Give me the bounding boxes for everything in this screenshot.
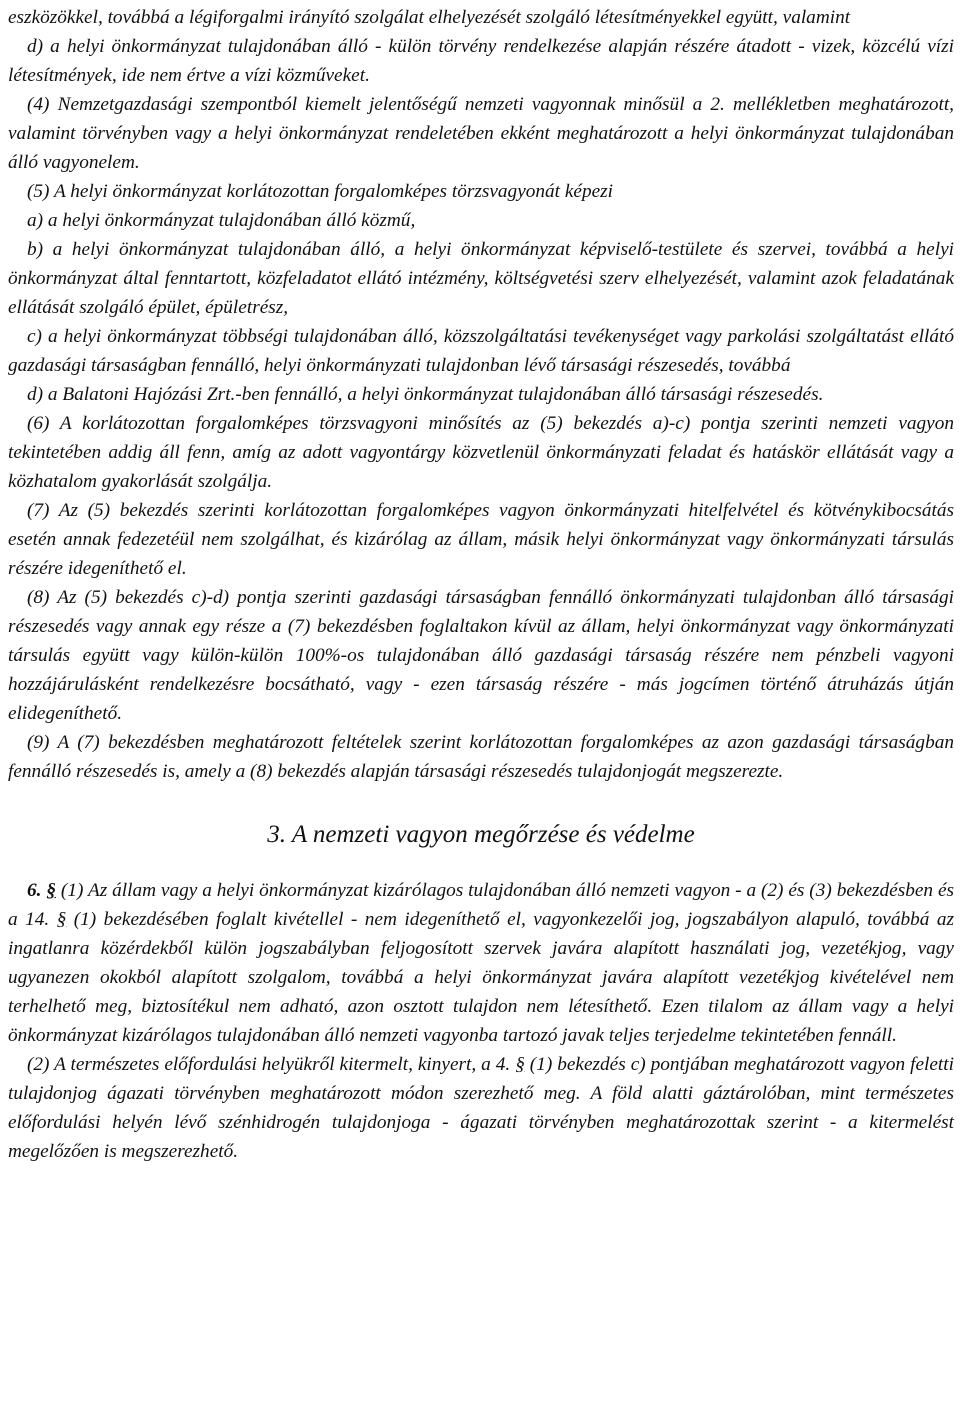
paragraph-3d: d) a helyi önkormányzat tulajdonában álló - külön törvény rendelkezése alapján részére átadott - vizek, közcélú vízi létesítmények, ide nem értve a vízi közműveket. [8, 36, 954, 86]
paragraph-5: (5) A helyi önkormányzat korlátozottan forgalomképes törzsvagyonát képezi [27, 181, 614, 202]
paragraph-sign-link[interactable]: § [46, 880, 57, 901]
paragraph-6: (6) A korlátozottan forgalomképes törzsvagyoni minősítés az (5) bekezdés a)-c) pontja szerinti nemzeti vagyon tekintetében addig áll fenn, amíg az adott vagyontárgy közvetlenül önkormányzati feladat és hatáskör ellátását vagy a közhatalom gyakorlását szolgálja. [8, 413, 954, 492]
section-6-text-part1: (1) Az állam vagy a helyi önkormányzat kizárólagos tulajdonában álló nemzeti vagyon - a (2) és (3) bekezdésben és a 14. [8, 880, 955, 930]
section-6-paragraph-1 [8, 876, 954, 1050]
paragraph-7: (7) Az (5) bekezdés szerinti korlátozottan forgalomképes vagyon önkormányzati hitelfelvétel és kötvénykibocsátás esetén annak fedezetéül nem szolgálhat, és kizárólag az állam, másik helyi önkormányzat vagy önkormányzati társulás részére idegeníthető el. [8, 500, 954, 579]
section-6-paragraph-2 [8, 1050, 954, 1166]
section-6-p2-part1: (2) A természetes előfordulási helyükről kitermelt, kinyert, a 4. [27, 1054, 516, 1075]
paragraph-9: (9) A (7) bekezdésben meghatározott feltételek szerint korlátozottan forgalomképes az azon gazdasági társaságban fennálló részesedés is, amely a (8) bekezdés alapján társasági részesedés tulajdonjogát megszerezte. [8, 732, 954, 782]
paragraph-8: (8) Az (5) bekezdés c)-d) pontja szerinti gazdasági társaságban fennálló önkormányzati tulajdonban álló társasági részesedés vagy annak egy része a (7) bekezdésben foglaltakon kívül az állam, helyi önkormányzat vagy önkormányzati társulás együtt vagy külön-külön 100%-os tulajdonában álló gazdasági társaság részére nem pénzbeli vagyoni hozzájárulásként rendelkezésre bocsátható, vagy - ezen társaság részére - más jogcímen történő átruházás útján elidegeníthető. [8, 587, 954, 724]
paragraph-continuation: eszközökkel, továbbá a légiforgalmi irányító szolgálat elhelyezését szolgáló létesítményekkel együtt, valamint [8, 7, 851, 28]
paragraph-sign-link[interactable]: § [515, 1054, 525, 1075]
paragraph-5a: a) a helyi önkormányzat tulajdonában álló közmű, [27, 210, 416, 231]
section-number: 6. [27, 880, 42, 901]
paragraph-5d: d) a Balatoni Hajózási Zrt.-ben fennálló, a helyi önkormányzat tulajdonában álló társasági részesedés. [27, 384, 824, 405]
section-6-text-part2: (1) bekezdésében foglalt kivétellel - nem idegeníthető el, vagyonkezelői jog, jogszabályon alapuló, továbbá az ingatlanra közérdekből külön jogszabályban feljogosított szervek javára alapított használati jog, vezetékjog, vagy ugyanezen okokból alapított szolgalom, továbbá a helyi önkormányzat javára alapított vezetékjog kivételével nem terhelhető meg, biztosítékul nem adható, azon osztott tulajdon nem létesíthető. Ezen tilalom az állam vagy a helyi önkormányzat kizárólagos tulajdonában álló nemzeti vagyonba tartozó javak teljes terjedelme tekintetében fennáll. [8, 909, 954, 1046]
paragraph-5c: c) a helyi önkormányzat többségi tulajdonában álló, közszolgáltatási tevékenységet vagy parkolási szolgáltatást ellátó gazdasági társaságban fennálló, helyi önkormányzati tulajdonban lévő társasági részesedés, továbbá [8, 326, 954, 376]
paragraph-4: (4) Nemzetgazdasági szempontból kiemelt jelentőségű nemzeti vagyonnak minősül a 2. mellékletben meghatározott, valamint törvényben vagy a helyi önkormányzat rendeletében ekként meghatározott a helyi önkormányzat tulajdonában álló vagyonelem. [8, 94, 954, 173]
paragraph-sign-link[interactable]: § [56, 909, 67, 930]
section-6-p2-part2: (1) bekezdés c) pontjában meghatározott vagyon feletti tulajdonjog ágazati törvényben meghatározott módon szerezhető meg. A föld alatti gáztárolóban, mint természetes előfordulási helyén lévő szénhidrogén tulajdonjoga - ágazati törvényben meghatározottak szerint - a kitermelést megelőzően is megszerezhető. [8, 1054, 954, 1162]
paragraph-5b: b) a helyi önkormányzat tulajdonában álló, a helyi önkormányzat képviselő-testülete és szervei, továbbá a helyi önkormányzat által fenntartott, közfeladatot ellátó intézmény, költségvetési szerv elhelyezését, valamint azok feladatának ellátását szolgáló épület, épületrész, [8, 239, 954, 318]
section-heading: 3. A nemzeti vagyon megőrzése és védelme [267, 821, 695, 848]
